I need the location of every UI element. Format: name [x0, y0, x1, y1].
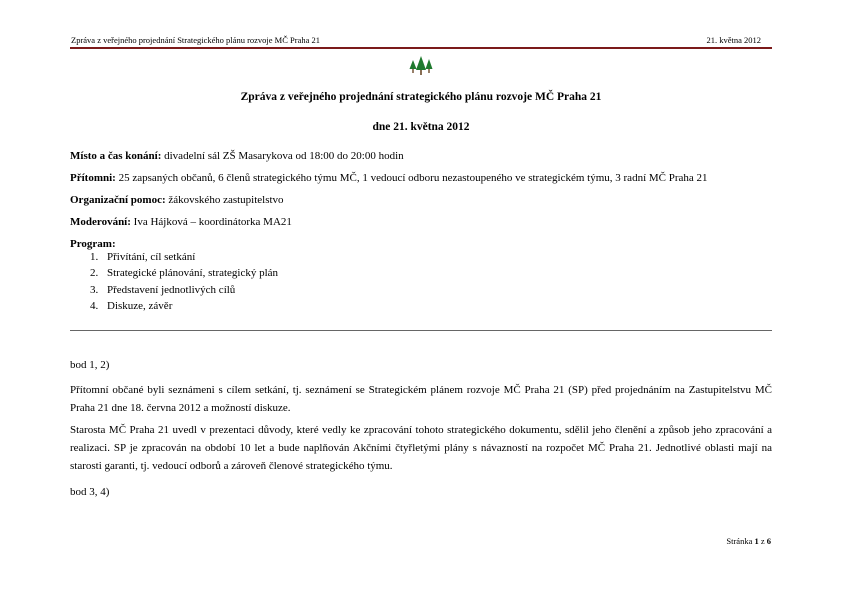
page-of-word: z: [760, 536, 765, 546]
page-total: 6: [766, 536, 771, 546]
info-moderator: [70, 216, 292, 228]
list-item-number: 1.: [90, 251, 99, 263]
info-place-label: Místo a čas konání:: [70, 150, 162, 162]
document-title: Zpráva z veřejného projednání strategického plánu rozvoje MČ Praha 21: [240, 91, 602, 103]
info-org-label: Organizační pomoc:: [70, 194, 166, 206]
list-item-number: 2.: [90, 267, 99, 280]
info-organization: [70, 194, 284, 206]
program-list: [90, 251, 278, 316]
program-label: Program:: [70, 238, 116, 250]
list-item-text: Diskuze, závěr: [107, 299, 173, 312]
list-item-text: Strategické plánování, strategický plán: [107, 267, 279, 280]
info-present-value: 25 zapsaných občanů, 6 členů strategického týmu MČ, 1 vedoucí odboru nezastoupeného ve strategickém týmu, 3 radní MČ Praha 21: [115, 172, 708, 184]
list-item: [90, 284, 278, 300]
info-place: [70, 150, 404, 162]
paragraph-2: Starosta MČ Praha 21 uvedl v prezentaci důvody, které vedly ke zpracování tohoto strategického dokumentu, sdělil jeho členění a způsob jeho zpracování a realizaci. SP je zpracován na období 10 let a bude naplňován Akčními čtyřletými plány s návazností na rozpočet MČ Praha 21. Jednotlivé oblasti mají na starosti garanti, tj. vedoucí odborů a zároveň členové strategického týmu.: [70, 424, 772, 472]
list-item-text: Představení jednotlivých cílů: [107, 283, 236, 296]
info-present: [70, 172, 708, 184]
list-item-text: Přivítání, cíl setkání: [107, 251, 196, 263]
document-date: dne 21. května 2012: [372, 121, 470, 133]
info-mod-label: Moderování:: [70, 216, 131, 228]
info-org-value: žákovského zastupitelstvo: [165, 194, 284, 206]
list-item: [90, 267, 278, 283]
list-item-number: 3.: [90, 283, 99, 296]
page-number: [726, 536, 771, 546]
trees-logo-icon: [409, 56, 433, 76]
list-item-number: 4.: [90, 299, 99, 312]
info-mod-value: Iva Hájková – koordinátorka MA21: [130, 216, 292, 228]
page-word: Stránka: [726, 536, 753, 546]
paragraph-1: Přítomní občané byli seznámeni s cílem setkání, tj. seznámení se Strategickém plánem rozvoje MČ Praha 21 (SP) před projednáním na Zastupitelstvu MČ Praha 21 dne 18. června 2012 a možností diskuze.: [70, 384, 772, 414]
header-rule: [70, 47, 772, 49]
list-item: [90, 300, 278, 316]
section-heading-bod-3-4: bod 3, 4): [70, 486, 110, 498]
list-item: [90, 251, 278, 267]
header-date: 21. května 2012: [706, 35, 761, 45]
info-place-value: divadelní sál ZŠ Masarykova od 18:00 do 20:00 hodin: [161, 150, 404, 162]
section-divider: [70, 330, 772, 331]
section-heading-bod-1-2: bod 1, 2): [70, 359, 110, 371]
info-present-label: Přítomni:: [70, 172, 116, 184]
page-current: 1: [754, 536, 759, 546]
header-title: Zpráva z veřejného projednání Strategického plánu rozvoje MČ Praha 21: [71, 35, 321, 45]
